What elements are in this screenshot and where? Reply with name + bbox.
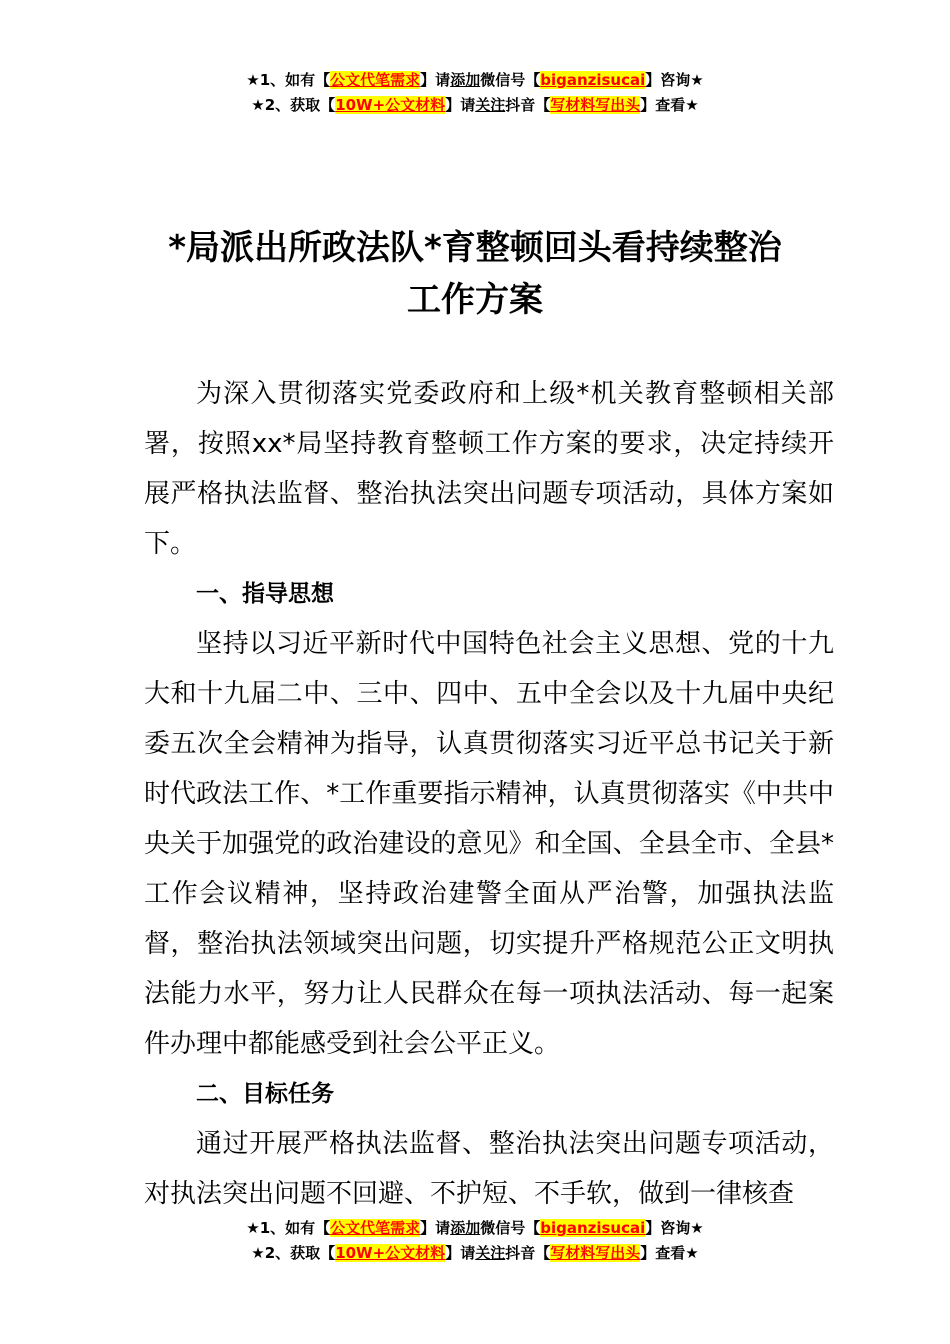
body-paragraph: 通过开展严格执法监督、整治执法突出问题专项活动，对执法突出问题不回避、不护短、不手软，做到一律核查 (144, 1129, 834, 1209)
banner-line-2 (0, 1241, 950, 1266)
title-line-2: 工作方案 (407, 280, 543, 320)
banner-text: ★2、获取【 (251, 1244, 336, 1262)
top-banner (0, 68, 950, 118)
banner-text: 】请 (445, 1244, 476, 1262)
banner-highlight: biganzisucai (540, 1219, 646, 1237)
banner-text: 微信号【 (480, 71, 541, 89)
banner-text: 抖音【 (505, 96, 551, 114)
banner-text: 】咨询★ (645, 1219, 704, 1237)
banner-text: 微信号【 (480, 1219, 541, 1237)
banner-text: 】查看★ (640, 96, 699, 114)
section-heading: 一、指导思想 (196, 581, 334, 607)
bottom-banner (0, 1216, 950, 1266)
intro-paragraph: 为深入贯彻落实党委政府和上级*机关教育整顿相关部署，按照xx*局坚持教育整顿工作方案的要求，决定持续开展严格执法监督、整治执法突出问题专项活动，具体方案如下。 (144, 379, 834, 559)
banner-highlight: 公文代笔需求 (330, 71, 421, 89)
banner-highlight: 写材料写出头 (550, 1244, 641, 1262)
banner-text: 】请 (420, 71, 451, 89)
banner-line-2 (0, 93, 950, 118)
banner-text: 】请 (445, 96, 476, 114)
banner-text: ★1、如有【 (246, 1219, 331, 1237)
body-paragraph: 坚持以习近平新时代中国特色社会主义思想、党的十九大和十九届二中、三中、四中、五中全会以及十九届中央纪委五次全会精神为指导，认真贯彻落实习近平总书记关于新时代政法工作、*工作重要指示精神，认真贯彻落实《中共中央关于加强党的政治建设的意见》和全国、全县全市、全县*工作会议精神，坚持政治建警全面从严治警，加强执法监督，整治执法领域突出问题，切实提升严格规范公正文明执法能力水平，努力让人民群众在每一项执法活动、每一起案件办理中都能感受到社会公平正义。 (144, 629, 834, 1059)
banner-highlight: 10W+公文材料 (335, 96, 446, 114)
banner-underline: 关注 (475, 1244, 506, 1262)
banner-line-1 (0, 1216, 950, 1241)
banner-text: 】查看★ (640, 1244, 699, 1262)
banner-text: ★2、获取【 (251, 96, 336, 114)
banner-underline: 添加 (450, 71, 481, 89)
banner-highlight: 10W+公文材料 (335, 1244, 446, 1262)
banner-underline: 添加 (450, 1219, 481, 1237)
banner-text: 】咨询★ (645, 71, 704, 89)
banner-highlight: biganzisucai (540, 71, 646, 89)
section-heading: 二、目标任务 (196, 1081, 334, 1107)
banner-line-1 (0, 68, 950, 93)
banner-highlight: 公文代笔需求 (330, 1219, 421, 1237)
banner-text: ★1、如有【 (246, 71, 331, 89)
document-title (0, 222, 950, 326)
document-body (144, 369, 834, 1219)
banner-text: 抖音【 (505, 1244, 551, 1262)
title-line-1: *局派出所政法队*育整顿回头看持续整治 (168, 228, 782, 268)
banner-highlight: 写材料写出头 (550, 96, 641, 114)
banner-underline: 关注 (475, 96, 506, 114)
banner-text: 】请 (420, 1219, 451, 1237)
